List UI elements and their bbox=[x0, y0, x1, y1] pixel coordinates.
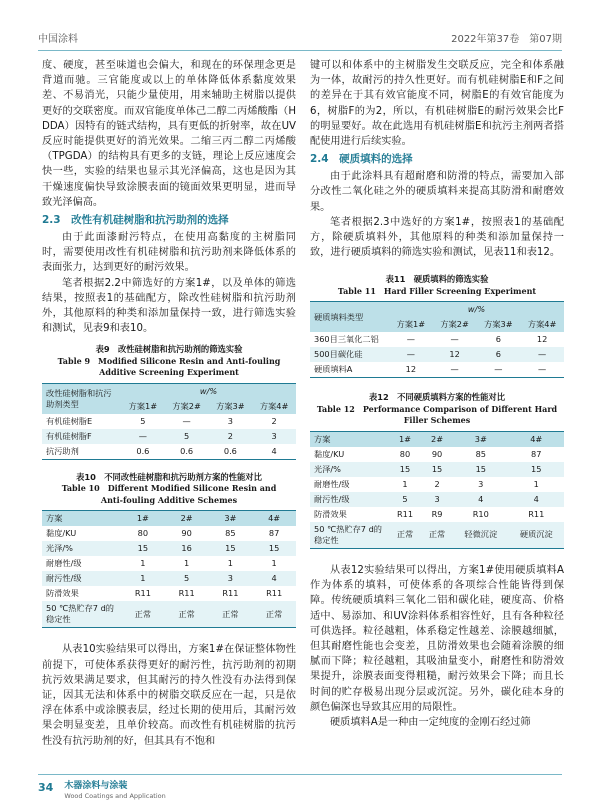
paragraph: 键可以和体系中的主树脂发生交联反应，完全和体系融为一体，故耐污的持久性更好。而有机硅树脂E和F之间的差异在于其有效官能度不同，树脂E的有效官能度为6，树脂F的为2，所以，有机硅树脂E的耐污效果会比F的明显要好。故在此选用有机硅树脂E和抗污主剂两者搭配使用进行后续实验。 bbox=[310, 60, 564, 148]
table-row: 50 ℃热贮存7 d的稳定性 正常 正常 轻微沉淀 硬质沉淀 bbox=[310, 522, 564, 549]
table-10-caption: 表10 不同改性硅树脂和抗污助剂方案的性能对比 Table 10 Different Modified Silicone Resin and Anti-fouling Additive Schemes bbox=[61, 471, 277, 505]
right-column bbox=[310, 58, 564, 730]
table-row: 耐污性/级 5 3 4 4 bbox=[310, 492, 564, 507]
table-row: 硬质填料A 12 — — — bbox=[314, 364, 547, 375]
table-10: 方案 1# 2# 3# 4# 黏度/KU 80 90 85 87 光泽/% 15 16 15 15 耐磨性/级 1 1 1 1 耐污性/级 1 5 3 4 防滑效果 R11 R11 R11 R11 50 ℃热贮存7 d的稳定性 正常 正常 正常 正常 bbox=[42, 510, 296, 628]
table-row: 500目碳化硅 — 12 6 — bbox=[310, 347, 564, 362]
issue-info: 2022年第37卷 第07期 bbox=[451, 34, 562, 45]
section-heading-2-4: 2.4 硬质填料的选择 bbox=[310, 153, 413, 166]
table-row: 抗污助剂 0.6 0.6 0.6 4 bbox=[46, 445, 277, 456]
footer-divider bbox=[38, 774, 562, 775]
page-footer bbox=[38, 781, 166, 801]
running-header bbox=[38, 30, 562, 46]
journal-name: 中国涂料 bbox=[38, 34, 78, 45]
table-9-caption: 表9 改性硅树脂和抗污助剂的筛选实验 Table 9 Modified Silicone Resin and Anti-fouling Additive Screening Experiment bbox=[57, 344, 281, 378]
table-row: 耐磨性/级 1 2 3 1 bbox=[314, 478, 539, 489]
paragraph: 由于此涂料具有超耐磨和防滑的特点，需要加入部分改性二氧化硅之外的硬质填料来提高其防滑和耐磨效果。 bbox=[310, 171, 564, 213]
paragraph: 从表10实验结果可以得出，方案1#在保证整体物性前提下，可使体系获得更好的耐污性，抗污助剂的初期抗污效果满足要求，但其耐污的持久性没有办法得到保证，因其无法和体系中的树脂交联反应在一起，只是依浮在体系中或涂膜表层，经过长期的使用后，其耐污效果会明显变差，且单价较高。而改性有机硅树脂的抗污性没有抗污助剂的好，但其具有不饱和 bbox=[42, 644, 296, 747]
table-11-caption: 表11 硬质填料的筛选实验 Table 11 Hard Filler Screening Experiment bbox=[337, 274, 537, 296]
left-column bbox=[42, 58, 296, 749]
page-number: 34 bbox=[38, 781, 54, 794]
table-row: 50 ℃热贮存7 d的稳定性 正常 正常 正常 正常 bbox=[42, 601, 296, 628]
table-9: 改性硅树脂和抗污助剂类型 w/% 方案1# 方案2# 方案3# 方案4# 有机硅树脂E 5 — 3 2 有机硅树脂F — 5 2 3 抗污助剂 0.6 0.6 0.6 4 bbox=[42, 383, 296, 460]
table-row: 防滑效果 R11 R9 R10 R11 bbox=[314, 508, 545, 519]
table-11: 硬质填料类型 w/% 方案1# 方案2# 方案3# 方案4# 360目三氧化二铝 — — 6 12 500目碳化硅 — 12 6 — 硬质填料A 12 — — — bbox=[310, 301, 564, 378]
table-row: 光泽/% 15 16 15 15 bbox=[42, 541, 296, 556]
paragraph: 硬质填料A是一种由一定纯度的金刚石经过筛 bbox=[330, 716, 531, 728]
paragraph: 由于此面漆耐污特点，在使用高黏度的主树脂同时，需要使用改性有机硅树脂和抗污助剂来降低体系的表面张力，达到更好的耐污效果。 bbox=[42, 232, 296, 274]
paragraph: 从表12实验结果可以得出，方案1#使用硬质填料A作为体系的填料，可使体系的各项综合性能皆得到保障。传统硬质填料三氧化二铝和碳化硅，硬度高、价格适中、易添加、和UV涂料体系相容性好，且有各种粒径可供选择。粒径越粗，体系稳定性越差、涂膜越细腻，但其耐磨性能也会变差，且防滑效果也会随着涂膜的细腻而下降；粒径越粗，其吸油量变小，耐磨性和防滑效果提升，涂膜表面变得粗糙，耐污效果会下降；而且长时间的贮存极易出现分层或沉淀。另外，碳化硅本身的颜色偏深也导致其应用的局限性。 bbox=[310, 564, 564, 713]
paragraph: 笔者根据2.3中选好的方案1#，按照表1的基础配方，除硬质填料外，其他原料的种类和添加量保持一致，进行硬质填料的筛选实验和测试，见表11和表12。 bbox=[310, 216, 564, 259]
section-heading-2-3: 2.3 改性有机硅树脂和抗污助剂的选择 bbox=[42, 214, 229, 227]
table-row: 黏度/KU 80 90 85 87 bbox=[46, 528, 280, 539]
paragraph: 度、硬度，甚至味道也会偏大，和现在的环保理念更是背道而驰。三官能度或以上的单体降低体系黏度效果差、不易消光，只能少量使用，用来辅助主树脂以提供更好的交联密度。而双官能度单体己二醇二丙烯酸酯（HDDA）因特有的链式结构，具有更低的折射率，故在UV反应时能提供更好的消光效果。二缩三丙二醇二丙烯酸（TPGDA）的结构具有更多的支链，理论上反应速度会快一些，实验的结果也显示其光泽偏高，这也是因为其干燥速度偏快导致涂膜表面的镜面效果更明显，进而导致光泽偏高。 bbox=[42, 60, 296, 208]
table-12: 方案 1# 2# 3# 4# 黏度/KU 80 90 85 87 光泽/% 15 15 15 15 耐磨性/级 1 2 3 1 耐污性/级 5 3 4 4 防滑效果 R11 R9 R10 R11 50 ℃热贮存7 d的稳定性 正常 正常 轻微沉淀 硬质沉淀 bbox=[310, 431, 564, 549]
table-row: 有机硅树脂E 5 — 3 2 bbox=[46, 415, 277, 426]
table-12-caption: 表12 不同硬质填料方案的性能对比 Table 12 Performance Comparison of Different Hard Filler Schemes bbox=[316, 392, 558, 426]
table-row: 360目三氧化二铝 — — 6 12 bbox=[314, 334, 548, 345]
journal-footer: 木器涂料与涂装 Wood Coatings and Application bbox=[64, 781, 166, 800]
table-row: 耐磨性/级 1 1 1 1 bbox=[46, 558, 277, 569]
table-row: 有机硅树脂F — 5 2 3 bbox=[42, 429, 296, 444]
table-row: 光泽/% 15 15 15 15 bbox=[310, 462, 564, 477]
paragraph: 笔者根据2.2中筛选好的方案1#，以及单体的筛选结果，按照表1的基础配方，除改性硅树脂和抗污助剂外，其他原料的种类和添加量保持一致，进行筛选实验和测试，见表9和表10。 bbox=[42, 277, 296, 335]
table-row: 黏度/KU 80 90 85 87 bbox=[314, 448, 542, 459]
header-divider bbox=[38, 50, 562, 51]
table-row: 耐污性/级 1 5 3 4 bbox=[42, 571, 296, 586]
table-row: 防滑效果 R11 R11 R11 R11 bbox=[46, 588, 283, 599]
